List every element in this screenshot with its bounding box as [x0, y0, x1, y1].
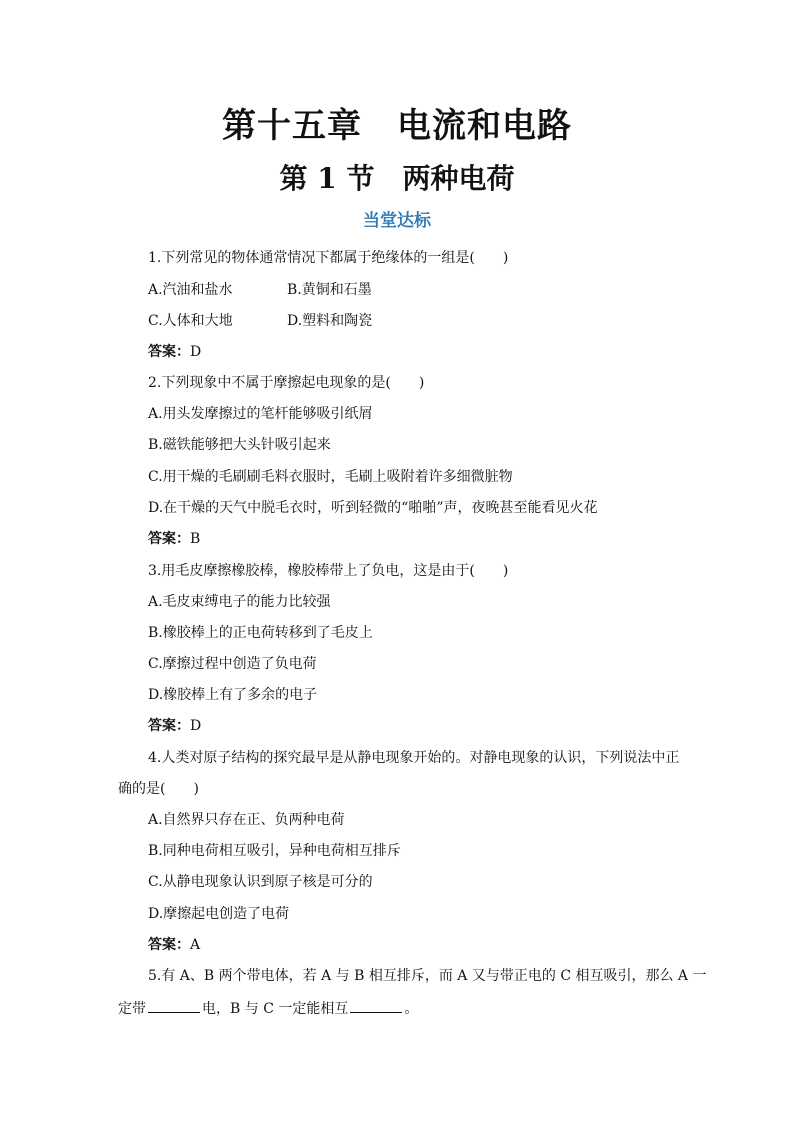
answer-label: 答案：: [148, 937, 190, 953]
q4-answer: [148, 935, 200, 955]
q5-stem-line2: [118, 998, 418, 1019]
section-title: 第 1 节 两种电荷: [279, 162, 515, 195]
chapter-title: 第十五章 电流和电路: [222, 106, 572, 146]
answer-value: D: [190, 344, 202, 360]
q1-stem: 1.下列常见的物体通常情况下都属于绝缘体的一组是( ): [148, 250, 509, 266]
answer-value: D: [190, 718, 202, 734]
q3-answer: [148, 716, 201, 736]
answer-label: 答案：: [148, 531, 190, 547]
q5-text-part1: 定带: [118, 1001, 146, 1017]
q4-option-b: B.同种电荷相互吸引，异种电荷相互排斥: [148, 843, 401, 859]
q2-option-c: C.用干燥的毛刷刷毛料衣服时，毛刷上吸附着许多细微脏物: [148, 469, 513, 485]
q1-option-c: C.人体和大地: [148, 313, 233, 329]
q3-option-c: C.摩擦过程中创造了负电荷: [148, 656, 317, 672]
q5-text-part2: 电，B 与 C 一定能相互: [202, 1001, 349, 1017]
q1-option-d: D.塑料和陶瓷: [287, 313, 373, 329]
q3-option-b: B.橡胶棒上的正电荷转移到了毛皮上: [148, 625, 373, 641]
answer-label: 答案：: [148, 718, 190, 734]
q1-option-b: B.黄铜和石墨: [287, 282, 372, 298]
q3-option-d: D.橡胶棒上有了多余的电子: [148, 687, 318, 703]
answer-value: A: [190, 937, 201, 953]
q2-stem: 2.下列现象中不属于摩擦起电现象的是( ): [148, 375, 425, 391]
q4-option-d: D.摩擦起电创造了电荷: [148, 906, 290, 922]
exercise-heading: 当堂达标: [363, 211, 431, 231]
answer-value: B: [190, 531, 201, 547]
q4-option-a: A.自然界只存在正、负两种电荷: [148, 812, 345, 828]
q4-stem-line1: 4.人类对原子结构的探究最早是从静电现象开始的。对静电现象的认识，下列说法中正: [148, 750, 680, 766]
q2-option-b: B.磁铁能够把大头针吸引起来: [148, 437, 331, 453]
q3-option-a: A.毛皮束缚电子的能力比较强: [148, 594, 331, 610]
q5-blank-1[interactable]: [148, 998, 200, 1013]
q2-option-a: A.用头发摩擦过的笔杆能够吸引纸屑: [148, 406, 373, 422]
q1-option-a: A.汽油和盐水: [148, 282, 233, 298]
q5-stem-line1: 5.有 A、B 两个带电体，若 A 与 B 相互排斥，而 A 又与带正电的 C 相互吸引，那么 A 一: [148, 968, 707, 984]
q3-stem: 3.用毛皮摩擦橡胶棒，橡胶棒带上了负电，这是由于( ): [148, 563, 509, 579]
q2-answer: [148, 529, 200, 549]
q1-answer: [148, 342, 201, 362]
q5-blank-2[interactable]: [350, 998, 402, 1013]
q4-stem-line2: 确的是( ): [118, 781, 199, 797]
q2-option-d: D.在干燥的天气中脱毛衣时，听到轻微的“啪啪”声，夜晚甚至能看见火花: [148, 500, 598, 516]
answer-label: 答案：: [148, 344, 190, 360]
q5-text-part3: 。: [404, 1001, 419, 1017]
q4-option-c: C.从静电现象认识到原子核是可分的: [148, 874, 373, 890]
